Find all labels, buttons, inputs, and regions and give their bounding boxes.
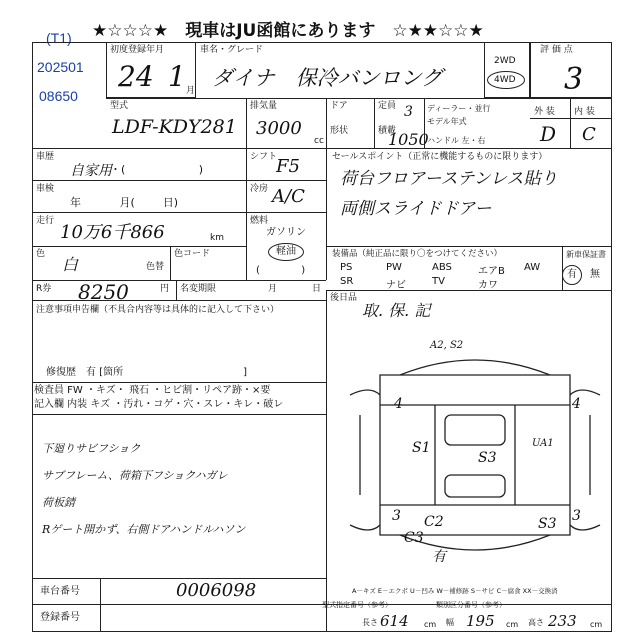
after-day-label: 後日品 (330, 293, 358, 303)
recycle-day: 日 (312, 284, 322, 294)
seats-value: 3 (404, 104, 413, 120)
usage-value: 自家用 (70, 163, 112, 179)
usage-label: 車歴 (36, 152, 55, 162)
stamp-line-1: (T1) (46, 30, 72, 46)
diagram-mark-0: A2, S2 (430, 340, 464, 351)
inspection-date: 年 月( 日) (70, 196, 179, 209)
inspector-row-1: 検査員 FW ・キズ・ 飛石 ・ヒビ割・リペア跡・×要 (34, 385, 271, 396)
exterior-value: D (540, 122, 557, 146)
car-name-value: ダイナ 保冷バンロング (212, 66, 443, 90)
month-suffix: 月 (186, 86, 196, 96)
diagram-mark-10: 3 (572, 508, 581, 524)
mileage-label: 走行 (36, 216, 55, 226)
note-line-0: 下廻りサビフショク (42, 442, 141, 455)
diagram-mark-1: 4 (394, 396, 403, 412)
diagram-mark-5: UA1 (532, 438, 554, 449)
handle-label: ハンドル 左・右 (427, 136, 486, 145)
height-label: 高さ (528, 618, 544, 627)
grade-label: 評 価 点 (540, 45, 573, 55)
reg-label: 登録番号 (40, 612, 80, 623)
notes-label: 注意事項申告欄（不具合内容等は具体的に記入して下さい） (36, 305, 280, 315)
repair-history-label: 修復歴 有 [箇所 ] (46, 367, 247, 378)
equipment-item-6: ナビ (386, 280, 406, 291)
sales-point-label: セールスポイント（正常に機能するものに限ります） (332, 152, 548, 162)
color-change-label: 色替 (146, 262, 165, 272)
stamp-line-3: 08650 (39, 88, 78, 104)
mileage-value: 10万6千866 (60, 222, 165, 243)
recycle-month: 月 (268, 284, 278, 294)
diagram-mark-3: S1 (412, 440, 431, 456)
r-price-label: R券 (36, 284, 52, 294)
inspection-label: 車検 (36, 184, 55, 194)
warranty-label: 新車保証書 (566, 250, 606, 259)
exterior-label: 外 装 (534, 107, 555, 117)
twowd-label: 2WD (494, 56, 516, 66)
doors-label: ドア (330, 101, 348, 111)
inspector-row-2: 記入欄 内装 キズ ・汚れ・コゲ・穴・スレ・キレ・破レ (34, 399, 284, 410)
equipment-item-3: エアB (478, 266, 505, 277)
recycle-limit-label: 名変期限 (180, 284, 217, 294)
aircon-label: 冷房 (250, 184, 269, 194)
height-value: 233 (548, 612, 577, 630)
note-line-3: Rゲート開かず、右側ドアハンドルハソン (42, 523, 246, 536)
width-label: 幅 (446, 618, 454, 627)
diagram-mark-4: S3 (478, 450, 497, 466)
stamp-line-2: 202501 (37, 59, 84, 75)
diagram-mark-8: C3 (404, 530, 424, 546)
seats-label: 定員 (378, 101, 397, 111)
model-year-label: モデル年式 (427, 117, 467, 126)
color-label: 色 (36, 249, 46, 259)
header-banner: ★☆☆☆★ 現車はJU函館にあります ☆★★☆☆★ (92, 21, 484, 41)
equipment-item-4: AW (524, 262, 541, 273)
length-label: 長さ (362, 618, 378, 627)
month-value: 1 (168, 60, 186, 93)
color-value: 白 (62, 255, 79, 274)
diagram-mark-2: 4 (572, 396, 581, 412)
diagram-mark-7: C2 (424, 514, 444, 530)
equipment-item-5: SR (340, 276, 354, 287)
length-cm: cm (424, 620, 437, 629)
width-cm: cm (506, 620, 519, 629)
car-name-label: 車名・グレード (200, 45, 264, 55)
length-value: 614 (380, 612, 409, 630)
note-line-1: サブフレーム、荷箱下フショクハガレ (42, 469, 228, 482)
usage-paren: ・( ) (110, 163, 204, 176)
equipment-item-2: ABS (432, 262, 452, 273)
interior-label: 内 装 (574, 107, 595, 117)
shape-label: 形状 (330, 126, 349, 136)
equipment-item-8: カワ (478, 280, 498, 291)
diagram-mark-6: 3 (392, 508, 401, 524)
displacement-value: 3000 (256, 118, 302, 139)
note-line-2: 荷板錆 (42, 496, 75, 509)
model-value: LDF-KDY281 (112, 116, 237, 138)
diagram-mark-11: 有 (432, 549, 446, 565)
width-value: 195 (466, 612, 495, 630)
chassis-label: 車台番号 (40, 586, 80, 597)
first-reg-label: 初度登録年月 (110, 45, 165, 55)
aircon-value: A/C (272, 186, 305, 207)
drive-box (484, 42, 530, 98)
height-cm: cm (590, 620, 603, 629)
loadcap-value: 1050 (388, 130, 429, 149)
vehicle-damage-diagram (340, 335, 610, 580)
r-price-value: 8250 (78, 280, 129, 304)
diagram-mark-9: S3 (538, 516, 557, 532)
displacement-label: 排気量 (250, 101, 278, 111)
yen-label: 円 (160, 284, 170, 294)
chassis-value: 0006098 (176, 580, 257, 601)
dealer-label: ディーラー・並行 (427, 104, 491, 113)
sales-line-1: 荷台フロアーステンレス貼り (340, 169, 558, 189)
fourwd-label: 4WD (494, 75, 516, 85)
equipment-item-7: TV (432, 276, 445, 287)
cc-label: cc (314, 136, 324, 146)
score-value: 3 (564, 62, 584, 97)
legend: A－キズ E－エクボ U－凹み W－補修跡 S－サビ C－腐食 XX－交換済 (352, 587, 558, 595)
loadcap-label: 積載 (378, 126, 397, 136)
equipment-item-0: PS (340, 262, 353, 273)
fuel-paren: ( ) (256, 265, 306, 276)
year-value: 24 (118, 60, 154, 93)
diesel-label: 軽油 (276, 246, 296, 257)
type-spec-label: 型式指定番号（参考） (322, 601, 392, 609)
sales-line-2: 両側スライドドアー (340, 199, 492, 219)
color-code-label: 色コード (174, 249, 211, 259)
warranty-no: 無 (590, 269, 600, 280)
equipment-item-1: PW (386, 262, 402, 273)
gasoline-label: ガソリン (266, 227, 306, 238)
km-label: km (210, 233, 224, 243)
model-label: 型式 (110, 101, 129, 111)
warranty-yes: 有 (567, 269, 577, 280)
shift-label: シフト (250, 152, 278, 162)
fuel-label: 燃料 (250, 216, 269, 226)
class-no-label: 類別区分番号（参考） (436, 601, 506, 609)
after-day-value: 取. 保. 記 (362, 301, 431, 320)
equipment-label: 装備品（純正品に限り〇をつけてください） (332, 249, 503, 259)
interior-value: C (582, 124, 596, 145)
shift-value: F5 (276, 156, 300, 177)
